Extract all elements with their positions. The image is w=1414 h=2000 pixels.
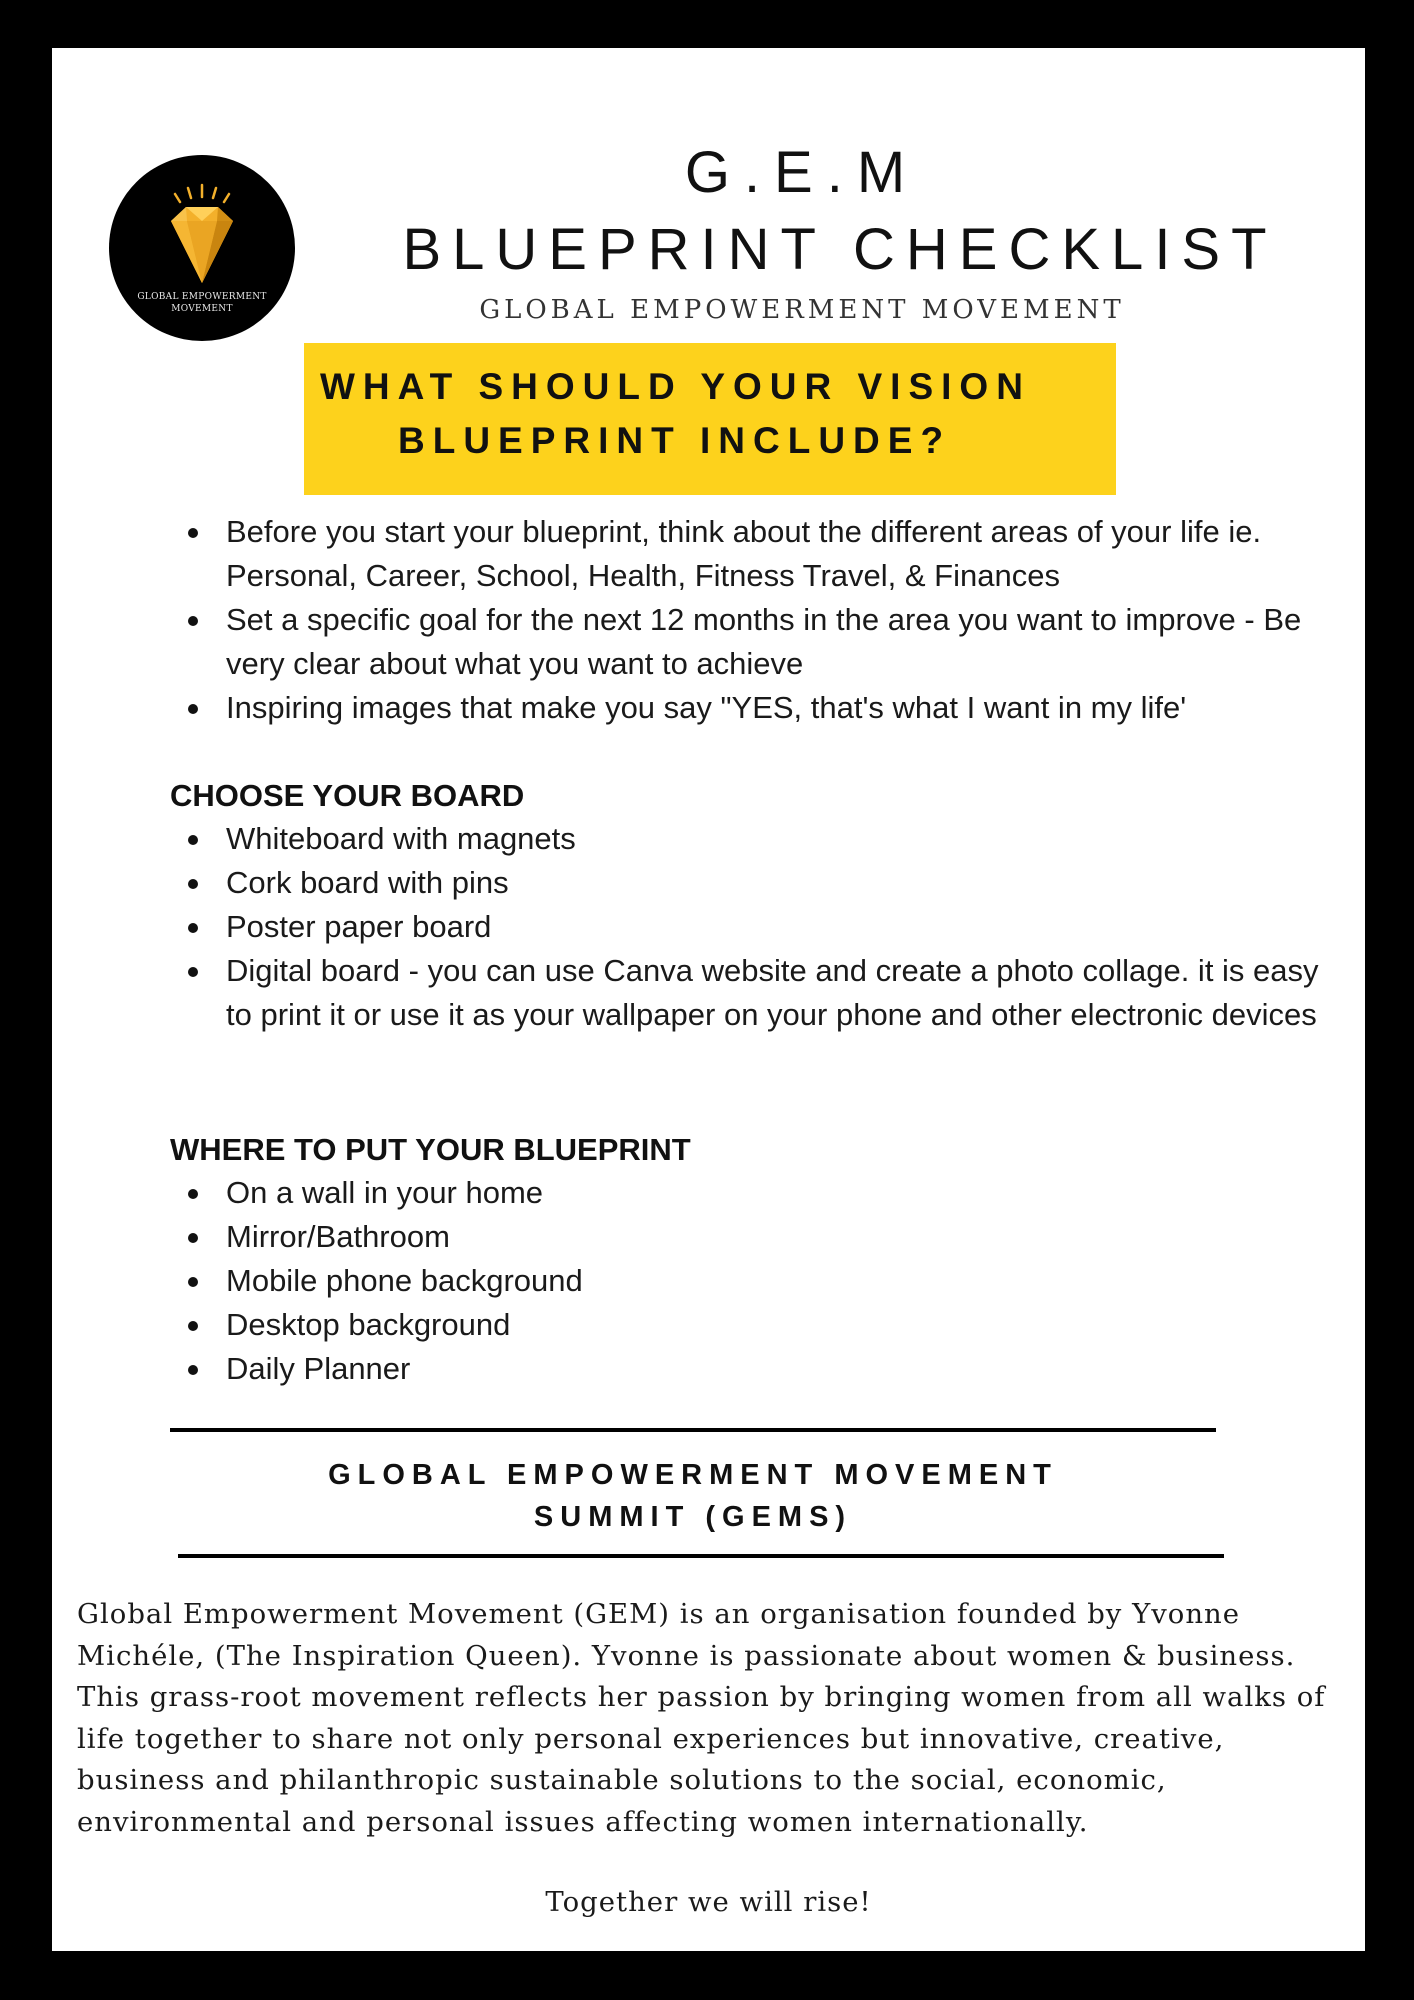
closing-line: Together we will rise! [545, 1886, 872, 1918]
summit-heading [170, 1454, 1216, 1538]
placement-list [168, 1171, 1346, 1391]
gem-logo [109, 155, 295, 341]
summit-heading-line-1: GLOBAL EMPOWERMENT MOVEMENT [328, 1459, 1058, 1491]
vision-list [168, 510, 1346, 730]
list-item: Cork board with pins [168, 861, 1346, 905]
list-item: Mobile phone background [168, 1259, 1346, 1303]
list-item: On a wall in your home [168, 1171, 1346, 1215]
section-heading-board: CHOOSE YOUR BOARD [170, 778, 525, 813]
summit-heading-line-2: SUMMIT (GEMS) [533, 1501, 853, 1533]
logo-caption-line-2: MOVEMENT [171, 304, 233, 314]
list-item: Whiteboard with magnets [168, 817, 1346, 861]
banner-line-1: WHAT SHOULD YOUR VISION [320, 366, 1031, 407]
divider [170, 1428, 1216, 1432]
checklist-page [52, 48, 1365, 1951]
list-item: Inspiring images that make you say "YES, that's what I want in my life' [168, 686, 1346, 730]
list-item: Mirror/Bathroom [168, 1215, 1346, 1259]
list-item: Desktop background [168, 1303, 1346, 1347]
section-heading-placement: WHERE TO PUT YOUR BLUEPRINT [170, 1132, 691, 1167]
logo-caption [109, 291, 295, 315]
list-item: Poster paper board [168, 905, 1346, 949]
list-item: Daily Planner [168, 1347, 1346, 1391]
list-item: Set a specific goal for the next 12 months in the area you want to improve - Be very clear about what you want to achieve [168, 598, 1346, 686]
page-title-line-2: BLUEPRINT CHECKLIST [402, 217, 1278, 282]
list-item: Before you start your blueprint, think about the different areas of your life ie. Personal, Career, School, Health, Fitness Travel, & Finances [168, 510, 1346, 598]
page-subtitle: GLOBAL EMPOWERMENT MOVEMENT [479, 295, 1125, 325]
vision-banner [304, 343, 1116, 495]
list-item: Digital board - you can use Canva website and create a photo collage. it is easy to print it or use it as your wallpaper on your phone and other electronic devices [168, 949, 1346, 1037]
banner-line-2: BLUEPRINT INCLUDE? [398, 420, 952, 461]
logo-caption-line-1: GLOBAL EMPOWERMENT [137, 292, 267, 302]
about-paragraph: Global Empowerment Movement (GEM) is an organisation founded by Yvonne Michéle, (The Inspiration Queen). Yvonne is passionate about women & business. This grass-root movement reflects her passion by bringing women from all walks of life together to share not only personal experiences but innovative, creative, business and philanthropic sustainable solutions to the social, economic, environmental and personal issues affecting women internationally. [77, 1598, 1326, 1838]
board-list [168, 817, 1346, 1037]
divider [178, 1554, 1224, 1558]
page-title-line-1: G.E.M [684, 140, 920, 205]
